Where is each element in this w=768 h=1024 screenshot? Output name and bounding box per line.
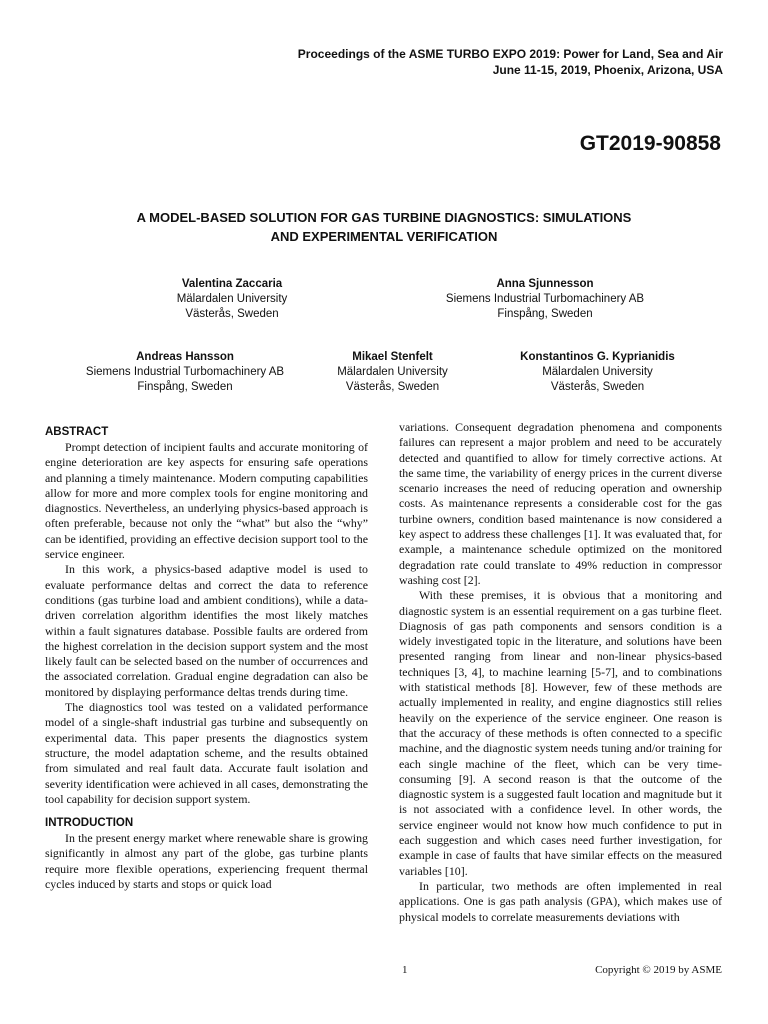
author-affiliation: Mälardalen University — [337, 366, 448, 378]
page-number: 1 — [402, 964, 408, 976]
author-location: Finspång, Sweden — [137, 381, 233, 393]
author-location: Västerås, Sweden — [345, 381, 440, 393]
copyright-notice: Copyright © 2019 by ASME — [595, 964, 722, 976]
abstract-heading: ABSTRACT — [45, 426, 109, 438]
title-line-1: A MODEL-BASED SOLUTION FOR GAS TURBINE DIAGNOSTICS: SIMULATIONS — [136, 210, 632, 225]
proceedings-line-1: Proceedings of the ASME TURBO EXPO 2019: Power for Land, Sea and Air — [297, 47, 723, 61]
author-block — [490, 350, 705, 395]
author-block — [400, 277, 690, 322]
title-line-2: AND EXPERIMENTAL VERIFICATION — [270, 229, 498, 244]
author-name: Konstantinos G. Kyprianidis — [520, 351, 675, 363]
body-paragraph: variations. Consequent degradation phenomena and components failures can represent a major problem and need to be accurately detected and quantified to allow for timely corrective actions. At the same time, the variability of energy prices in the current diverse scenario increases the need of reducing operation and ownership costs. As maintenance represents a considerable cost for the gas turbine owners, condition based maintenance is now considered a key aspect to address these challenges [1]. It was evaluated that, for example, a maintenance schedule optimized on the monitored degradation rate could translate to 49% reduction in compressor washing cost [2]. — [399, 420, 722, 587]
author-affiliation: Siemens Industrial Turbomachinery AB — [85, 366, 285, 378]
abstract-paragraph: Prompt detection of incipient faults and accurate monitoring of engine deterioration are key aspects for ensuring safe operations and planning a timely maintenance. Modern computing capabilities allow for more and more complex tools for engine monitoring and diagnostics. Nevertheless, an underlying physics-based approach is often preferable, because not only the “what” but also the “why” can be identified, providing an effective decision support tool to the service engineer. — [45, 440, 368, 562]
author-block — [300, 350, 485, 395]
left-column — [45, 425, 368, 892]
author-block — [132, 277, 332, 322]
author-name: Valentina Zaccaria — [181, 278, 283, 290]
author-affiliation: Siemens Industrial Turbomachinery AB — [445, 293, 645, 305]
paper-id: GT2019-90858 — [579, 132, 721, 155]
author-name: Anna Sjunnesson — [496, 278, 594, 290]
abstract-paragraph: In this work, a physics-based adaptive model is used to evaluate performance deltas and correct the data to reference conditions (gas turbine load and ambient conditions), while a data-driven correlation algorithm identifies the most likely matches within a fault signatures database. Possible faults are ordered from the highest correlation in the decision support system and the most likely fault can be selected based on the number of occurrences and the associated correlation. Gradual engine degradation can also be monitored by displaying performance deltas trends during time. — [45, 562, 368, 699]
abstract-paragraph: The diagnostics tool was tested on a validated performance model of a single-shaft industrial gas turbine and subsequently on experimental data. This paper presents the diagnostics system structure, the model adaptation scheme, and the results obtained from simulated and real fault data. Accurate fault isolation and severity identification were achieved in all cases, demonstrating the tool capability for decision support system. — [45, 700, 368, 806]
proceedings-line-2: June 11-15, 2019, Phoenix, Arizona, USA — [492, 63, 723, 77]
author-location: Västerås, Sweden — [185, 308, 279, 320]
proceedings-header — [298, 46, 723, 78]
body-paragraph: In particular, two methods are often implemented in real applications. One is gas path analysis (GPA), which makes use of physical models to correlate measurements deviations with — [399, 878, 722, 924]
paper-title — [40, 208, 728, 246]
author-affiliation: Mälardalen University — [176, 293, 288, 305]
author-name: Andreas Hansson — [136, 351, 234, 363]
author-affiliation: Mälardalen University — [542, 366, 653, 378]
introduction-paragraph: In the present energy market where renewable share is growing significantly in almost any part of the globe, gas turbine plants require more flexible operations, experiencing frequent thermal cycles induced by starts and stops or quick load — [45, 831, 368, 892]
author-block — [60, 350, 310, 395]
introduction-heading: INTRODUCTION — [45, 817, 134, 830]
body-paragraph: With these premises, it is obvious that a monitoring and diagnostic system is an essential requirement on a gas turbine fleet. Diagnosis of gas path components and sensors condition is a widely investigated topic in the literature, and solutions have been presented ranging from linear and non-linear physics-based techniques [3, 4], to machine learning [5-7], and to combinations with statistical methods [8]. However, few of these methods are actually implemented in reality, and engine diagnostics still relies heavily on the experience of the service engineer. One reason is that the accuracy of these methods is often connected to a specific machine, and the diagnostic system needs tuning and/or training for each single machine of the fleet, which can be very time-consuming [9]. A second reason is that the outcome of the diagnostic system is a suggested fault location and magnitude but it is not associated with a confidence level. In other words, the service engineer would not know how much confidence to put in each suggestion and which cases need further investigation, for example in case of faults that have similar effects on the measured variables [10]. — [399, 588, 722, 878]
author-location: Finspång, Sweden — [497, 308, 593, 320]
author-name: Mikael Stenfelt — [352, 351, 433, 363]
right-column — [399, 420, 722, 925]
author-location: Västerås, Sweden — [550, 381, 645, 393]
